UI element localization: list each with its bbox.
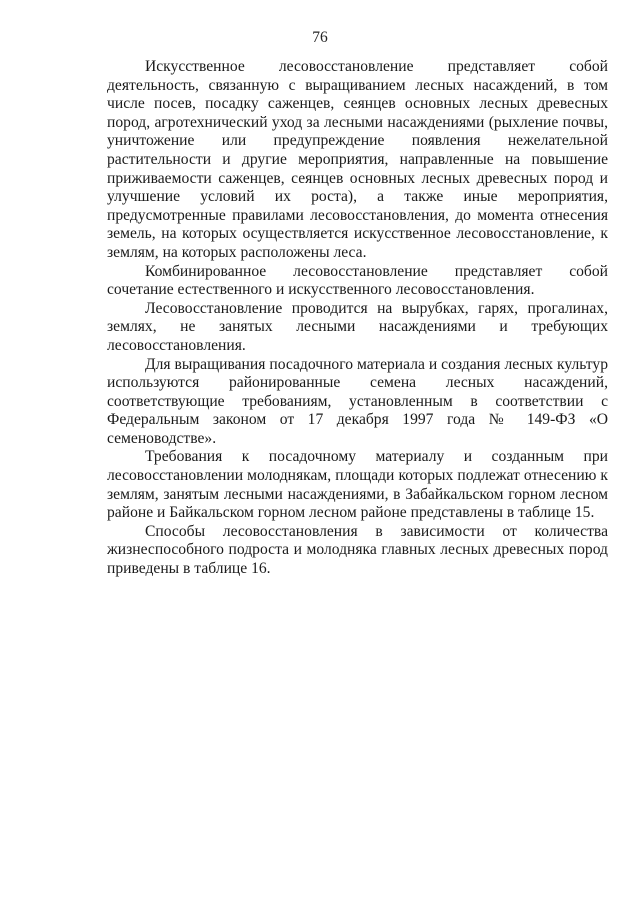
- paragraph-methods-table-16: Способы лесовосстановления в зависимости от количества жизнеспособного подроста и молодняка главных лесных древесных пород приведены в таблице 16.: [107, 522, 608, 578]
- paragraph-planting-material: Для выращивания посадочного материала и создания лесных культур используются районированные семена лесных насаждений, соответствующие требованиям, установленным в соответствии с Федеральным законом от 17 декабря 1997 года № 149-ФЗ «О семеноводстве».: [107, 355, 608, 447]
- page-number: 76: [312, 29, 328, 46]
- paragraph-artificial-reforestation: Искусственное лесовосстановление представляет собой деятельность, связанную с выращиванием лесных насаждений, в том числе посев, посадку саженцев, сеянцев основных лесных древесных пород, агротехнический уход за лесными насаждениями (рыхление почвы, уничтожение или предупреждение появления нежелательной растительности и другие мероприятия, направленные на повышение приживаемости саженцев, сеянцев основных лесных древесных пород и улучшение условий их роста), а также иные мероприятия, предусмотренные правилами лесовосстановления, до момента отнесения земель, на которых осуществляется искусственное лесовосстановление, к землям, на которых расположены леса.: [107, 58, 608, 261]
- paragraph-requirements-table-15: Требования к посадочному материалу и созданным при лесовосстановлении молоднякам, площади которых подлежат отнесению к землям, занятым лесными насаждениями, в Забайкальском горном лесном районе и Байкальском горном лесном районе представлены в таблице 15.: [107, 448, 608, 522]
- paragraph-combined-reforestation: Комбинированное лесовосстановление представляет собой сочетание естественного и искусственного лесовосстановления.: [107, 262, 608, 299]
- body-text: [107, 58, 608, 579]
- paragraph-reforestation-areas: Лесовосстановление проводится на вырубках, гарях, прогалинах, землях, не занятых лесными насаждениями и требующих лесовосстановления.: [107, 299, 608, 354]
